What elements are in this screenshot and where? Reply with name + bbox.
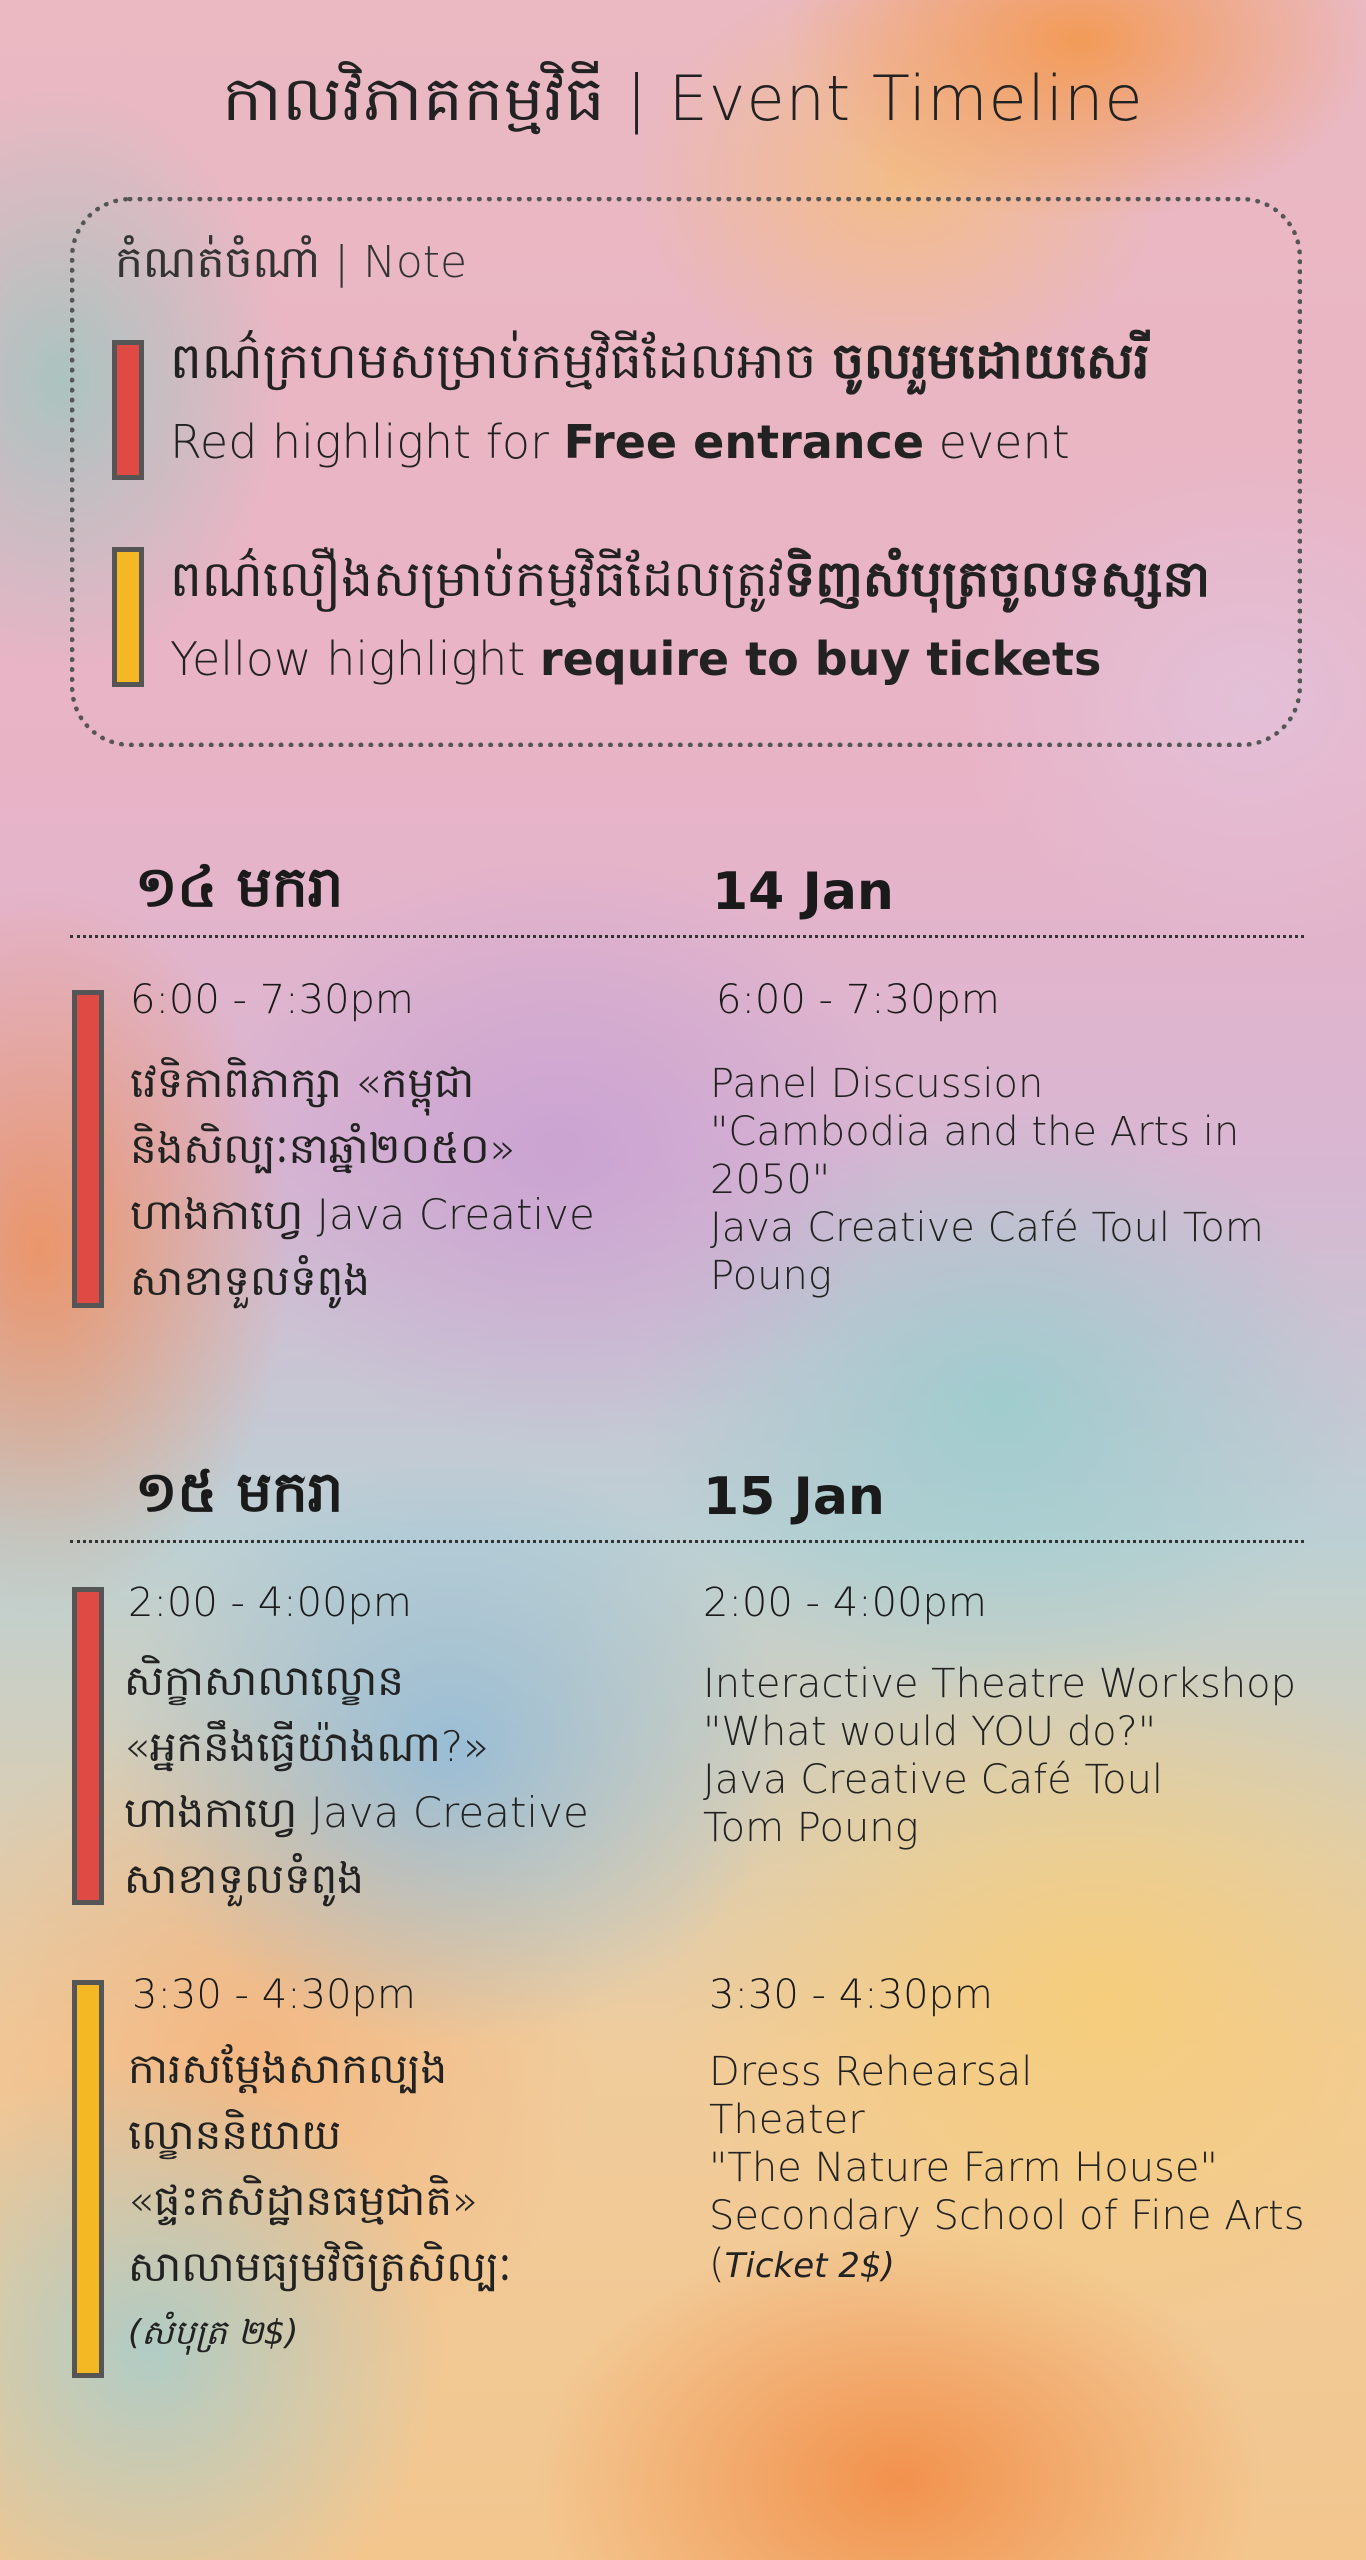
event-en-line: Panel Discussion [710,1061,1044,1107]
event-en-line: "The Nature Farm House" [709,2145,1218,2191]
event-en-line: Secondary School of Fine Arts [709,2193,1305,2239]
event-kh-line: «អ្នកនឹងធ្វើយ៉ាងណា?» [124,1722,489,1771]
red-legend-en-prefix: Red highlight for [170,415,564,469]
event-en-line: Dress Rehearsal [709,2049,1033,2095]
event-ticket-price-kh: (សំបុត្រ ២$) [128,2313,299,2353]
yellow-legend-en [170,632,1101,686]
red-legend-en [170,415,1070,469]
event-time-en: 6:00 - 7:30pm [716,977,1000,1023]
event-kh-line: សាខាទួលទំពូង [124,1854,364,1903]
event-kh-line: និងសិល្បៈនាឆ្នាំ២០៥០» [130,1124,516,1173]
event-kh-line: សាលាមធ្យមវិចិត្រសិល្បៈ [128,2242,512,2291]
event-en-line: 2050" [710,1157,831,1203]
event-kh-line: ការសម្តែងសាកល្បង [128,2044,448,2093]
yellow-legend-kh-text: ពណ៌លឿងសម្រាប់កម្មវិធីដែលត្រូវ [170,550,784,608]
event-description-en [703,1660,1343,1852]
event-en-line: Java Creative Café Toul [703,1757,1164,1803]
day2-date-kh: ១៥ មករា [135,1460,344,1525]
event-en-line: "What would YOU do?" [703,1709,1157,1755]
event-ticket-price-en [709,2240,1349,2290]
event-time-kh: 3:30 - 4:30pm [132,1972,416,2018]
event-kh-line: ហាងកាហ្វេ Java Creative [130,1190,595,1239]
event-time-kh: 6:00 - 7:30pm [130,977,414,1023]
event-time-en: 2:00 - 4:00pm [703,1580,987,1626]
event-description-en [709,2048,1349,2290]
ticket-paren: ( [709,2241,725,2287]
yellow-legend-en-bold: require to buy tickets [539,632,1102,686]
yellow-legend-kh [170,548,1210,621]
yellow-legend-en-prefix: Yellow highlight [170,632,540,686]
event-kh-line: ហាងកាហ្វេ Java Creative [124,1788,589,1837]
event-en-line: Java Creative Café Toul Tom [710,1205,1264,1251]
event-kh-line: សិក្ខាសាលាល្ខោន [124,1656,404,1705]
event-description-kh [128,2036,648,2366]
event-en-line: Tom Poung [703,1805,919,1851]
red-legend-en-suffix: event [924,415,1070,469]
event-kh-line: សាខាទួលទំពូង [130,1256,370,1305]
event-description-kh [124,1648,644,1912]
event-en-line: Interactive Theatre Workshop [703,1661,1297,1707]
event-kh-line: «ផ្ទះកសិដ្ឋានធម្មជាតិ» [128,2176,478,2225]
event-time-en: 3:30 - 4:30pm [709,1972,993,2018]
event-kh-line: ល្ខោននិយាយ [128,2110,342,2159]
yellow-legend-kh-bold: ទិញសំបុត្រចូលទស្សនា [783,550,1211,608]
red-legend-kh-bold: ចូលរួមដោយសេរី [832,332,1150,390]
event-en-line: "Cambodia and the Arts in [710,1109,1240,1155]
day1-divider [70,935,1304,938]
yellow-legend-swatch [112,547,144,687]
red-legend-kh-text: ពណ៌ក្រហមសម្រាប់កម្មវិធីដែលអាច [170,332,833,390]
red-legend-en-bold: Free entrance [563,415,925,469]
event-en-line: Theater [709,2097,865,2143]
day2-divider [70,1540,1304,1543]
event-time-kh: 2:00 - 4:00pm [128,1580,412,1626]
event-highlight-bar-free [72,990,104,1308]
day1-date-kh: ១៤ មករា [135,855,344,920]
event-description-kh [130,1050,650,1314]
ticket-label: Ticket 2$) [724,2246,895,2286]
red-legend-kh [170,330,1150,403]
event-highlight-bar-ticket [72,1980,104,2378]
red-legend-swatch [112,340,144,480]
note-heading: កំណត់ចំណាំ | Note [115,237,468,288]
event-kh-line: វេទិកាពិភាក្សា «កម្ពុជា [130,1058,475,1107]
page-title: កាលវិភាគកម្មវិធី | Event Timeline [222,62,1144,135]
event-en-line: Poung [710,1253,832,1299]
day1-date-en: 14 Jan [712,862,894,922]
event-highlight-bar-free [72,1587,104,1905]
event-description-en [710,1060,1350,1300]
day2-date-en: 15 Jan [703,1467,885,1527]
